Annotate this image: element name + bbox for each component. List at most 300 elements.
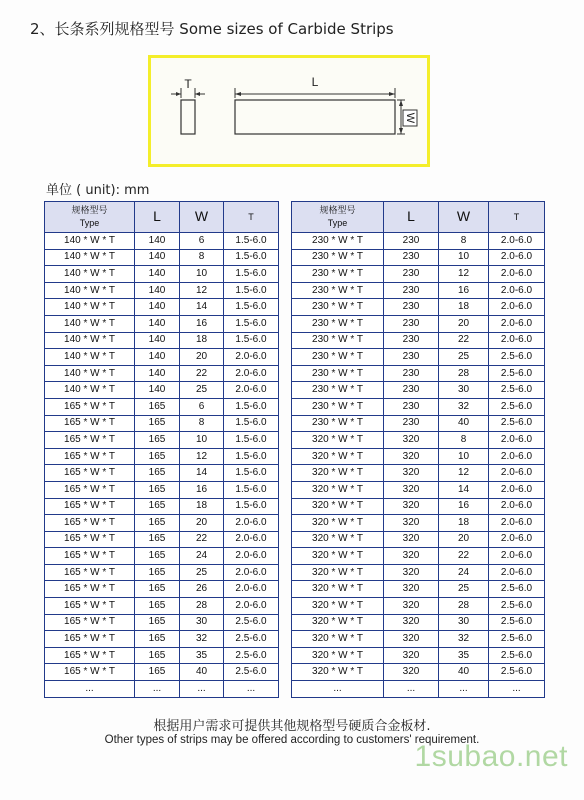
- cell-type: 140 * W * T: [45, 266, 135, 283]
- cell-type: 165 * W * T: [45, 448, 135, 465]
- cell-t: 1.5-6.0: [224, 266, 279, 283]
- cell-t: 2.0-6.0: [489, 315, 545, 332]
- cell-l: 230: [384, 365, 439, 382]
- cell-l: 165: [135, 647, 180, 664]
- table-row: [292, 382, 545, 399]
- cell-type: 320 * W * T: [292, 448, 384, 465]
- cell-t: 2.0-6.0: [224, 365, 279, 382]
- cell-type: 165 * W * T: [45, 531, 135, 548]
- cell-t: 2.5-6.0: [224, 664, 279, 681]
- cell-t: 1.5-6.0: [224, 398, 279, 415]
- cell-w: 32: [439, 398, 489, 415]
- cell-t: 2.0-6.0: [489, 266, 545, 283]
- cell-w: 30: [439, 614, 489, 631]
- cell-type: 320 * W * T: [292, 614, 384, 631]
- table-row: [292, 481, 545, 498]
- table-row: [45, 548, 279, 565]
- cell-type: 230 * W * T: [292, 266, 384, 283]
- cell-w: 16: [180, 481, 224, 498]
- table-row: [292, 614, 545, 631]
- table-row: [45, 531, 279, 548]
- cell-l: 230: [384, 266, 439, 283]
- cell-w: 20: [180, 349, 224, 366]
- cell-type: 140 * W * T: [45, 365, 135, 382]
- cell-t: 2.5-6.0: [224, 647, 279, 664]
- cell-l: 165: [135, 564, 180, 581]
- cell-type: 230 * W * T: [292, 365, 384, 382]
- table-row: [45, 365, 279, 382]
- cell-type: 230 * W * T: [292, 315, 384, 332]
- cell-l: 320: [384, 448, 439, 465]
- cell-type: 320 * W * T: [292, 664, 384, 681]
- cell-l: 230: [384, 249, 439, 266]
- cell-l: 230: [384, 349, 439, 366]
- cell-l: 165: [135, 598, 180, 615]
- cell-l: 165: [135, 664, 180, 681]
- cell-l: 140: [135, 315, 180, 332]
- cell-t: 2.0-6.0: [489, 448, 545, 465]
- table-row: [45, 233, 279, 250]
- cell-w: 20: [180, 515, 224, 532]
- cell-type: 165 * W * T: [45, 664, 135, 681]
- cell-type: 320 * W * T: [292, 631, 384, 648]
- cell-t: 2.5-6.0: [489, 598, 545, 615]
- cell-l: 165: [135, 498, 180, 515]
- table-row: [292, 564, 545, 581]
- table-row: [292, 548, 545, 565]
- cell-l: 230: [384, 382, 439, 399]
- cell-l: 230: [384, 282, 439, 299]
- header-type-en: Type: [327, 218, 348, 228]
- header-t: T: [224, 202, 279, 233]
- note-english: Other types of strips may be offered according to customers' requirement.: [104, 734, 480, 746]
- cell-t: 2.0-6.0: [224, 564, 279, 581]
- label-t: T: [184, 77, 192, 91]
- cell-l: 165: [135, 415, 180, 432]
- cell-w: 22: [439, 548, 489, 565]
- cell-l: 320: [384, 664, 439, 681]
- cell-w: 18: [180, 498, 224, 515]
- cell-l: 165: [135, 432, 180, 449]
- cell-t: 2.0-6.0: [224, 598, 279, 615]
- cell-l: ...: [384, 681, 439, 698]
- cell-type: 230 * W * T: [292, 398, 384, 415]
- header-t: T: [489, 202, 545, 233]
- cell-t: 1.5-6.0: [224, 282, 279, 299]
- table-row: [45, 299, 279, 316]
- table-row: [292, 365, 545, 382]
- cell-l: 165: [135, 465, 180, 482]
- cell-w: 6: [180, 398, 224, 415]
- table-row: [292, 631, 545, 648]
- cell-t: 2.0-6.0: [489, 498, 545, 515]
- cell-l: 165: [135, 631, 180, 648]
- cell-l: 140: [135, 299, 180, 316]
- cell-w: ...: [180, 681, 224, 698]
- header-type-en: Type: [79, 218, 100, 228]
- cell-w: 12: [180, 448, 224, 465]
- cell-l: 320: [384, 481, 439, 498]
- table-row: [45, 614, 279, 631]
- cell-w: 16: [439, 282, 489, 299]
- strip-diagram: [148, 55, 430, 167]
- cell-l: 320: [384, 498, 439, 515]
- table-row: [292, 515, 545, 532]
- cell-l: 320: [384, 581, 439, 598]
- table-row: [292, 664, 545, 681]
- cell-type: 140 * W * T: [45, 233, 135, 250]
- cell-w: 18: [439, 299, 489, 316]
- cell-l: 320: [384, 614, 439, 631]
- cell-t: 1.5-6.0: [224, 249, 279, 266]
- cell-l: 140: [135, 282, 180, 299]
- table-row: [45, 382, 279, 399]
- cell-l: 230: [384, 315, 439, 332]
- cell-w: 22: [180, 531, 224, 548]
- cell-t: 2.5-6.0: [224, 631, 279, 648]
- cell-l: 140: [135, 382, 180, 399]
- cell-w: 22: [180, 365, 224, 382]
- table-header-row: [292, 202, 545, 233]
- cell-l: 230: [384, 415, 439, 432]
- table-row: [45, 515, 279, 532]
- cell-type: 320 * W * T: [292, 598, 384, 615]
- table-row: [292, 299, 545, 316]
- header-type: [45, 202, 135, 233]
- table-header-row: [45, 202, 279, 233]
- cell-w: 35: [180, 647, 224, 664]
- table-row: [45, 465, 279, 482]
- cell-w: 20: [439, 531, 489, 548]
- cell-type: 230 * W * T: [292, 299, 384, 316]
- cell-l: 140: [135, 332, 180, 349]
- cell-t: 2.5-6.0: [489, 631, 545, 648]
- cell-l: 165: [135, 448, 180, 465]
- cell-type: 165 * W * T: [45, 415, 135, 432]
- cell-t: 2.0-6.0: [224, 548, 279, 565]
- table-row: [292, 266, 545, 283]
- cell-type: 320 * W * T: [292, 581, 384, 598]
- table-row: [292, 282, 545, 299]
- header-type: [292, 202, 384, 233]
- cell-l: 230: [384, 332, 439, 349]
- cell-w: 22: [439, 332, 489, 349]
- table-row: [292, 249, 545, 266]
- cell-t: 1.5-6.0: [224, 432, 279, 449]
- cell-t: 2.0-6.0: [224, 382, 279, 399]
- cell-l: 140: [135, 249, 180, 266]
- cell-t: 2.5-6.0: [489, 647, 545, 664]
- cell-type: 165 * W * T: [45, 581, 135, 598]
- table-row: [292, 531, 545, 548]
- cell-w: 30: [439, 382, 489, 399]
- cell-t: 2.0-6.0: [489, 548, 545, 565]
- cell-t: 2.5-6.0: [489, 415, 545, 432]
- header-w: W: [439, 202, 489, 233]
- cell-type: 140 * W * T: [45, 299, 135, 316]
- cell-l: 165: [135, 515, 180, 532]
- header-type-cn: 规格型号: [319, 205, 356, 215]
- table-row: [45, 432, 279, 449]
- cell-type: 140 * W * T: [45, 332, 135, 349]
- strip-top-view: [235, 100, 395, 134]
- cell-t: 1.5-6.0: [224, 315, 279, 332]
- table-row: [45, 398, 279, 415]
- cell-type: 140 * W * T: [45, 315, 135, 332]
- cell-w: 30: [180, 614, 224, 631]
- table-row: [292, 315, 545, 332]
- cell-type: 165 * W * T: [45, 631, 135, 648]
- cell-l: ...: [135, 681, 180, 698]
- cell-type: 230 * W * T: [292, 415, 384, 432]
- cell-type: 320 * W * T: [292, 432, 384, 449]
- cell-w: 10: [180, 432, 224, 449]
- header-w: W: [180, 202, 224, 233]
- cell-type: 165 * W * T: [45, 515, 135, 532]
- spec-table-right: [291, 201, 545, 698]
- cell-type: 320 * W * T: [292, 465, 384, 482]
- watermark: 1subao.net: [414, 740, 568, 773]
- strip-end-view: [181, 100, 195, 134]
- cell-w: 20: [439, 315, 489, 332]
- cell-t: 2.0-6.0: [489, 481, 545, 498]
- cell-w: 18: [439, 515, 489, 532]
- cell-w: 32: [180, 631, 224, 648]
- cell-t: 2.0-6.0: [489, 432, 545, 449]
- table-row: [45, 315, 279, 332]
- cell-w: 12: [439, 465, 489, 482]
- cell-l: 140: [135, 365, 180, 382]
- cell-type: 230 * W * T: [292, 349, 384, 366]
- cell-l: 230: [384, 398, 439, 415]
- table-row: [292, 581, 545, 598]
- cell-type: 140 * W * T: [45, 249, 135, 266]
- table-row: [45, 282, 279, 299]
- cell-w: 10: [439, 448, 489, 465]
- cell-w: 40: [439, 664, 489, 681]
- cell-w: 6: [180, 233, 224, 250]
- table-row: [45, 349, 279, 366]
- cell-t: ...: [224, 681, 279, 698]
- cell-type: 230 * W * T: [292, 282, 384, 299]
- cell-type: 140 * W * T: [45, 349, 135, 366]
- header-type-cn: 规格型号: [71, 205, 108, 215]
- cell-w: 8: [439, 432, 489, 449]
- cell-l: 230: [384, 299, 439, 316]
- table-row: [45, 249, 279, 266]
- cell-t: 1.5-6.0: [224, 233, 279, 250]
- table-row: [292, 448, 545, 465]
- cell-l: 320: [384, 564, 439, 581]
- cell-type: 140 * W * T: [45, 282, 135, 299]
- cell-type: 320 * W * T: [292, 531, 384, 548]
- cell-w: 28: [439, 365, 489, 382]
- cell-type: 230 * W * T: [292, 332, 384, 349]
- cell-w: 26: [180, 581, 224, 598]
- cell-l: 165: [135, 531, 180, 548]
- cell-type: 140 * W * T: [45, 382, 135, 399]
- cell-l: 165: [135, 548, 180, 565]
- cell-t: 2.0-6.0: [224, 531, 279, 548]
- cell-t: 2.5-6.0: [489, 382, 545, 399]
- cell-type: 320 * W * T: [292, 498, 384, 515]
- cell-l: 165: [135, 581, 180, 598]
- cell-w: 24: [439, 564, 489, 581]
- cell-t: 2.0-6.0: [489, 249, 545, 266]
- cell-w: 35: [439, 647, 489, 664]
- cell-w: 16: [439, 498, 489, 515]
- cell-t: 2.0-6.0: [489, 332, 545, 349]
- cell-l: 320: [384, 465, 439, 482]
- page-title: 2、长条系列规格型号 Some sizes of Carbide Strips: [30, 20, 394, 38]
- header-l: L: [384, 202, 439, 233]
- cell-type: 165 * W * T: [45, 465, 135, 482]
- cell-l: 320: [384, 432, 439, 449]
- cell-l: 320: [384, 548, 439, 565]
- table-row: [292, 233, 545, 250]
- cell-type: ...: [292, 681, 384, 698]
- cell-t: 2.0-6.0: [224, 349, 279, 366]
- table-row: [45, 598, 279, 615]
- cell-t: 2.5-6.0: [489, 664, 545, 681]
- cell-type: 165 * W * T: [45, 481, 135, 498]
- header-l: L: [135, 202, 180, 233]
- cell-t: 2.0-6.0: [489, 233, 545, 250]
- cell-w: 12: [180, 282, 224, 299]
- cell-w: 28: [180, 598, 224, 615]
- cell-l: 165: [135, 614, 180, 631]
- cell-l: 320: [384, 598, 439, 615]
- cell-type: 230 * W * T: [292, 382, 384, 399]
- cell-type: 230 * W * T: [292, 233, 384, 250]
- cell-type: 165 * W * T: [45, 614, 135, 631]
- table-row: [292, 647, 545, 664]
- table-row: [45, 266, 279, 283]
- cell-t: 1.5-6.0: [224, 465, 279, 482]
- cell-type: 165 * W * T: [45, 598, 135, 615]
- cell-t: 2.5-6.0: [489, 614, 545, 631]
- table-row: [45, 647, 279, 664]
- table-row: [45, 448, 279, 465]
- cell-w: ...: [439, 681, 489, 698]
- cell-t: 2.5-6.0: [224, 614, 279, 631]
- table-row: [45, 631, 279, 648]
- cell-l: 320: [384, 515, 439, 532]
- label-w: W: [404, 112, 417, 124]
- cell-l: 165: [135, 481, 180, 498]
- cell-l: 320: [384, 647, 439, 664]
- cell-t: 2.0-6.0: [489, 465, 545, 482]
- cell-w: 10: [439, 249, 489, 266]
- spec-table-right-body: [292, 233, 545, 698]
- table-row: [292, 681, 545, 698]
- strip-dimension-drawing: [151, 58, 427, 164]
- table-row: [45, 481, 279, 498]
- cell-t: 2.0-6.0: [489, 282, 545, 299]
- table-row: [45, 332, 279, 349]
- cell-t: 2.5-6.0: [489, 365, 545, 382]
- cell-type: 165 * W * T: [45, 647, 135, 664]
- table-row: [45, 498, 279, 515]
- cell-t: 1.5-6.0: [224, 481, 279, 498]
- cell-type: 165 * W * T: [45, 432, 135, 449]
- cell-w: 14: [180, 299, 224, 316]
- cell-w: 32: [439, 631, 489, 648]
- table-row: [292, 398, 545, 415]
- cell-w: 25: [439, 349, 489, 366]
- cell-w: 18: [180, 332, 224, 349]
- cell-type: 165 * W * T: [45, 564, 135, 581]
- cell-t: 1.5-6.0: [224, 299, 279, 316]
- table-row: [45, 664, 279, 681]
- cell-t: 1.5-6.0: [224, 448, 279, 465]
- cell-w: 8: [439, 233, 489, 250]
- cell-type: ...: [45, 681, 135, 698]
- cell-t: 2.5-6.0: [489, 349, 545, 366]
- table-row: [45, 564, 279, 581]
- cell-type: 230 * W * T: [292, 249, 384, 266]
- table-row: [292, 432, 545, 449]
- cell-type: 165 * W * T: [45, 398, 135, 415]
- cell-t: 2.0-6.0: [489, 564, 545, 581]
- cell-w: 14: [439, 481, 489, 498]
- cell-t: 1.5-6.0: [224, 415, 279, 432]
- cell-w: 28: [439, 598, 489, 615]
- cell-w: 25: [180, 564, 224, 581]
- cell-l: 140: [135, 266, 180, 283]
- cell-t: 1.5-6.0: [224, 332, 279, 349]
- cell-w: 40: [180, 664, 224, 681]
- cell-t: ...: [489, 681, 545, 698]
- note-chinese: 根据用户需求可提供其他规格型号硬质合金板材.: [153, 719, 431, 734]
- cell-l: 320: [384, 531, 439, 548]
- cell-t: 2.5-6.0: [489, 581, 545, 598]
- table-row: [292, 349, 545, 366]
- cell-w: 25: [439, 581, 489, 598]
- unit-label: 单位 ( unit): mm: [46, 183, 150, 198]
- cell-l: 165: [135, 398, 180, 415]
- label-l: L: [311, 75, 319, 89]
- cell-type: 320 * W * T: [292, 515, 384, 532]
- cell-t: 2.0-6.0: [489, 515, 545, 532]
- cell-type: 320 * W * T: [292, 564, 384, 581]
- cell-w: 10: [180, 266, 224, 283]
- cell-w: 12: [439, 266, 489, 283]
- cell-l: 140: [135, 349, 180, 366]
- cell-type: 320 * W * T: [292, 647, 384, 664]
- cell-w: 40: [439, 415, 489, 432]
- cell-l: 230: [384, 233, 439, 250]
- cell-w: 14: [180, 465, 224, 482]
- table-row: [45, 681, 279, 698]
- spec-table-left-body: [45, 233, 279, 698]
- cell-w: 8: [180, 249, 224, 266]
- cell-type: 165 * W * T: [45, 498, 135, 515]
- cell-l: 320: [384, 631, 439, 648]
- cell-w: 24: [180, 548, 224, 565]
- table-row: [292, 498, 545, 515]
- table-row: [292, 415, 545, 432]
- table-row: [45, 581, 279, 598]
- cell-t: 2.0-6.0: [224, 515, 279, 532]
- spec-table-left: [44, 201, 279, 698]
- table-row: [45, 415, 279, 432]
- table-row: [292, 465, 545, 482]
- cell-t: 2.0-6.0: [489, 531, 545, 548]
- cell-t: 2.0-6.0: [224, 581, 279, 598]
- cell-l: 140: [135, 233, 180, 250]
- table-row: [292, 332, 545, 349]
